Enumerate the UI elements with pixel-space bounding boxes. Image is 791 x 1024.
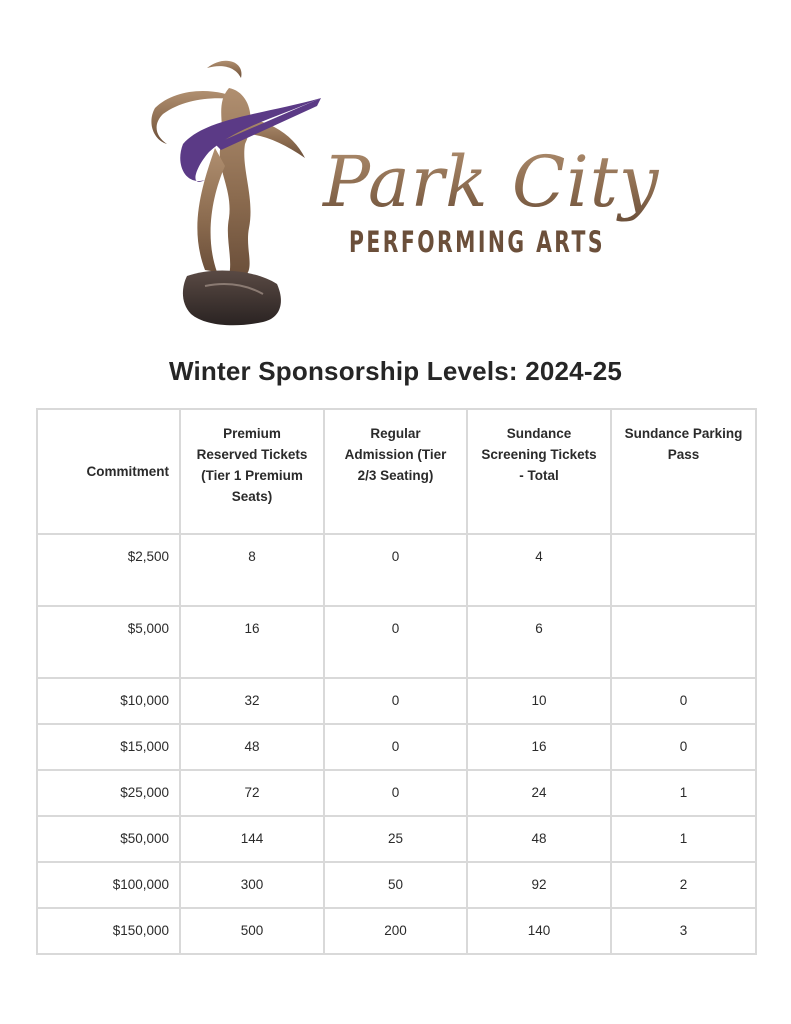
- cell-regular: 50: [324, 862, 467, 908]
- header-commitment: Commitment: [37, 409, 180, 534]
- header-regular-admission: Regular Admission (Tier 2/3 Seating): [324, 409, 467, 534]
- cell-premium: 144: [180, 816, 324, 862]
- table-row: [37, 816, 756, 862]
- table-row: [37, 606, 756, 678]
- cell-commitment: $2,500: [37, 534, 180, 606]
- cell-sundance: 6: [467, 606, 611, 678]
- cell-regular: 0: [324, 678, 467, 724]
- cell-parking: [611, 534, 756, 606]
- table-row: [37, 678, 756, 724]
- header-premium-reserved-tickets: Premium Reserved Tickets (Tier 1 Premium Seats): [180, 409, 324, 534]
- table-row: [37, 862, 756, 908]
- cell-parking: 0: [611, 724, 756, 770]
- cell-commitment: $150,000: [37, 908, 180, 954]
- cell-sundance: 10: [467, 678, 611, 724]
- cell-regular: 200: [324, 908, 467, 954]
- logo-wordmark-line2: PERFORMING ARTS: [349, 225, 605, 259]
- cell-premium: 48: [180, 724, 324, 770]
- dancer-figure-icon: [151, 61, 321, 276]
- cell-regular: 0: [324, 534, 467, 606]
- cell-regular: 0: [324, 724, 467, 770]
- cell-parking: [611, 606, 756, 678]
- cell-commitment: $100,000: [37, 862, 180, 908]
- cell-regular: 0: [324, 770, 467, 816]
- cell-parking: 3: [611, 908, 756, 954]
- cell-premium: 8: [180, 534, 324, 606]
- cell-parking: 2: [611, 862, 756, 908]
- cell-sundance: 16: [467, 724, 611, 770]
- table-header-row: [37, 409, 756, 534]
- cell-parking: 1: [611, 770, 756, 816]
- cell-premium: 16: [180, 606, 324, 678]
- table-row: [37, 724, 756, 770]
- cell-commitment: $50,000: [37, 816, 180, 862]
- cell-commitment: $15,000: [37, 724, 180, 770]
- cell-premium: 300: [180, 862, 324, 908]
- cell-sundance: 92: [467, 862, 611, 908]
- cell-commitment: $5,000: [37, 606, 180, 678]
- sponsorship-levels-table: [36, 408, 757, 955]
- cell-parking: 0: [611, 678, 756, 724]
- cell-sundance: 4: [467, 534, 611, 606]
- cell-premium: 500: [180, 908, 324, 954]
- park-city-performing-arts-logo: [145, 48, 665, 333]
- cell-regular: 25: [324, 816, 467, 862]
- table-row: [37, 534, 756, 606]
- cell-sundance: 140: [467, 908, 611, 954]
- page-title: Winter Sponsorship Levels: 2024-25: [168, 356, 623, 386]
- cell-commitment: $25,000: [37, 770, 180, 816]
- table-row: [37, 770, 756, 816]
- cell-commitment: $10,000: [37, 678, 180, 724]
- table-row: [37, 908, 756, 954]
- cell-regular: 0: [324, 606, 467, 678]
- rock-base-icon: [183, 270, 281, 325]
- header-sundance-screening-tickets: Sundance Screening Tickets - Total: [467, 409, 611, 534]
- cell-premium: 72: [180, 770, 324, 816]
- header-sundance-parking-pass: Sundance Parking Pass: [611, 409, 756, 534]
- cell-sundance: 48: [467, 816, 611, 862]
- logo-wordmark-line1: Park City: [323, 141, 660, 223]
- cell-premium: 32: [180, 678, 324, 724]
- cell-sundance: 24: [467, 770, 611, 816]
- cell-parking: 1: [611, 816, 756, 862]
